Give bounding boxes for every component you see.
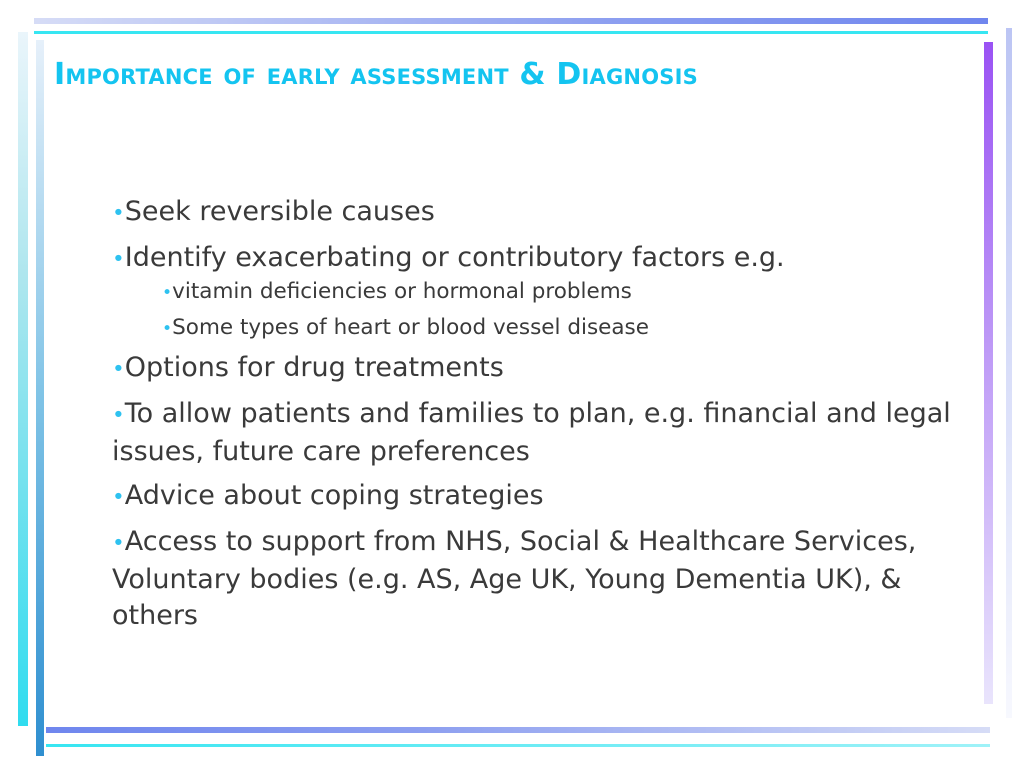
top-cyan-rule bbox=[34, 31, 988, 34]
sub-bullet-item bbox=[162, 314, 952, 343]
top-blue-rule bbox=[34, 18, 988, 24]
bullet-text: Advice about coping strategies bbox=[124, 480, 544, 511]
slide-title: Importance of early assessment & Diagnosis bbox=[54, 57, 698, 92]
bullet-item bbox=[112, 478, 952, 516]
bullet-text: To allow patients and families to plan, e.g. financial and legal issues, future care preferences bbox=[112, 398, 951, 467]
bullet-item bbox=[112, 396, 952, 470]
bottom-cyan-rule bbox=[46, 744, 990, 747]
bullet-text: Seek reversible causes bbox=[124, 196, 435, 227]
sub-bullet-list bbox=[112, 278, 952, 343]
bullet-text: Identify exacerbating or contributory factors e.g. bbox=[124, 242, 785, 273]
sub-bullet-text: Some types of heart or blood vessel disease bbox=[172, 315, 649, 340]
bottom-blue-rule bbox=[46, 727, 990, 733]
slide-body bbox=[112, 194, 952, 642]
bullet-icon: • bbox=[112, 485, 125, 510]
right-lavender-bar bbox=[1006, 28, 1012, 718]
bullet-icon: • bbox=[162, 319, 173, 339]
bullet-icon: • bbox=[112, 247, 125, 272]
bullet-item bbox=[112, 350, 952, 388]
bullet-text: Access to support from NHS, Social & Healthcare Services, Voluntary bodies (e.g. AS, Age UK, Young Dementia UK), & others bbox=[112, 526, 917, 631]
bullet-icon: • bbox=[112, 403, 125, 428]
bullet-item bbox=[112, 194, 952, 232]
sub-bullet-item bbox=[162, 278, 952, 307]
sub-list-container bbox=[112, 278, 952, 343]
bullet-text: Options for drug treatments bbox=[124, 352, 504, 383]
bullet-list bbox=[112, 194, 952, 634]
bullet-item bbox=[112, 240, 952, 278]
bullet-icon: • bbox=[112, 531, 125, 556]
bullet-icon: • bbox=[112, 201, 125, 226]
bullet-icon: • bbox=[112, 357, 125, 382]
right-purple-bar bbox=[984, 42, 993, 704]
sub-bullet-text: vitamin deficiencies or hormonal problems bbox=[172, 279, 632, 304]
bullet-item bbox=[112, 524, 952, 634]
left-blue-bar bbox=[36, 40, 44, 756]
bullet-icon: • bbox=[162, 283, 173, 303]
left-cyan-bar bbox=[18, 32, 28, 726]
